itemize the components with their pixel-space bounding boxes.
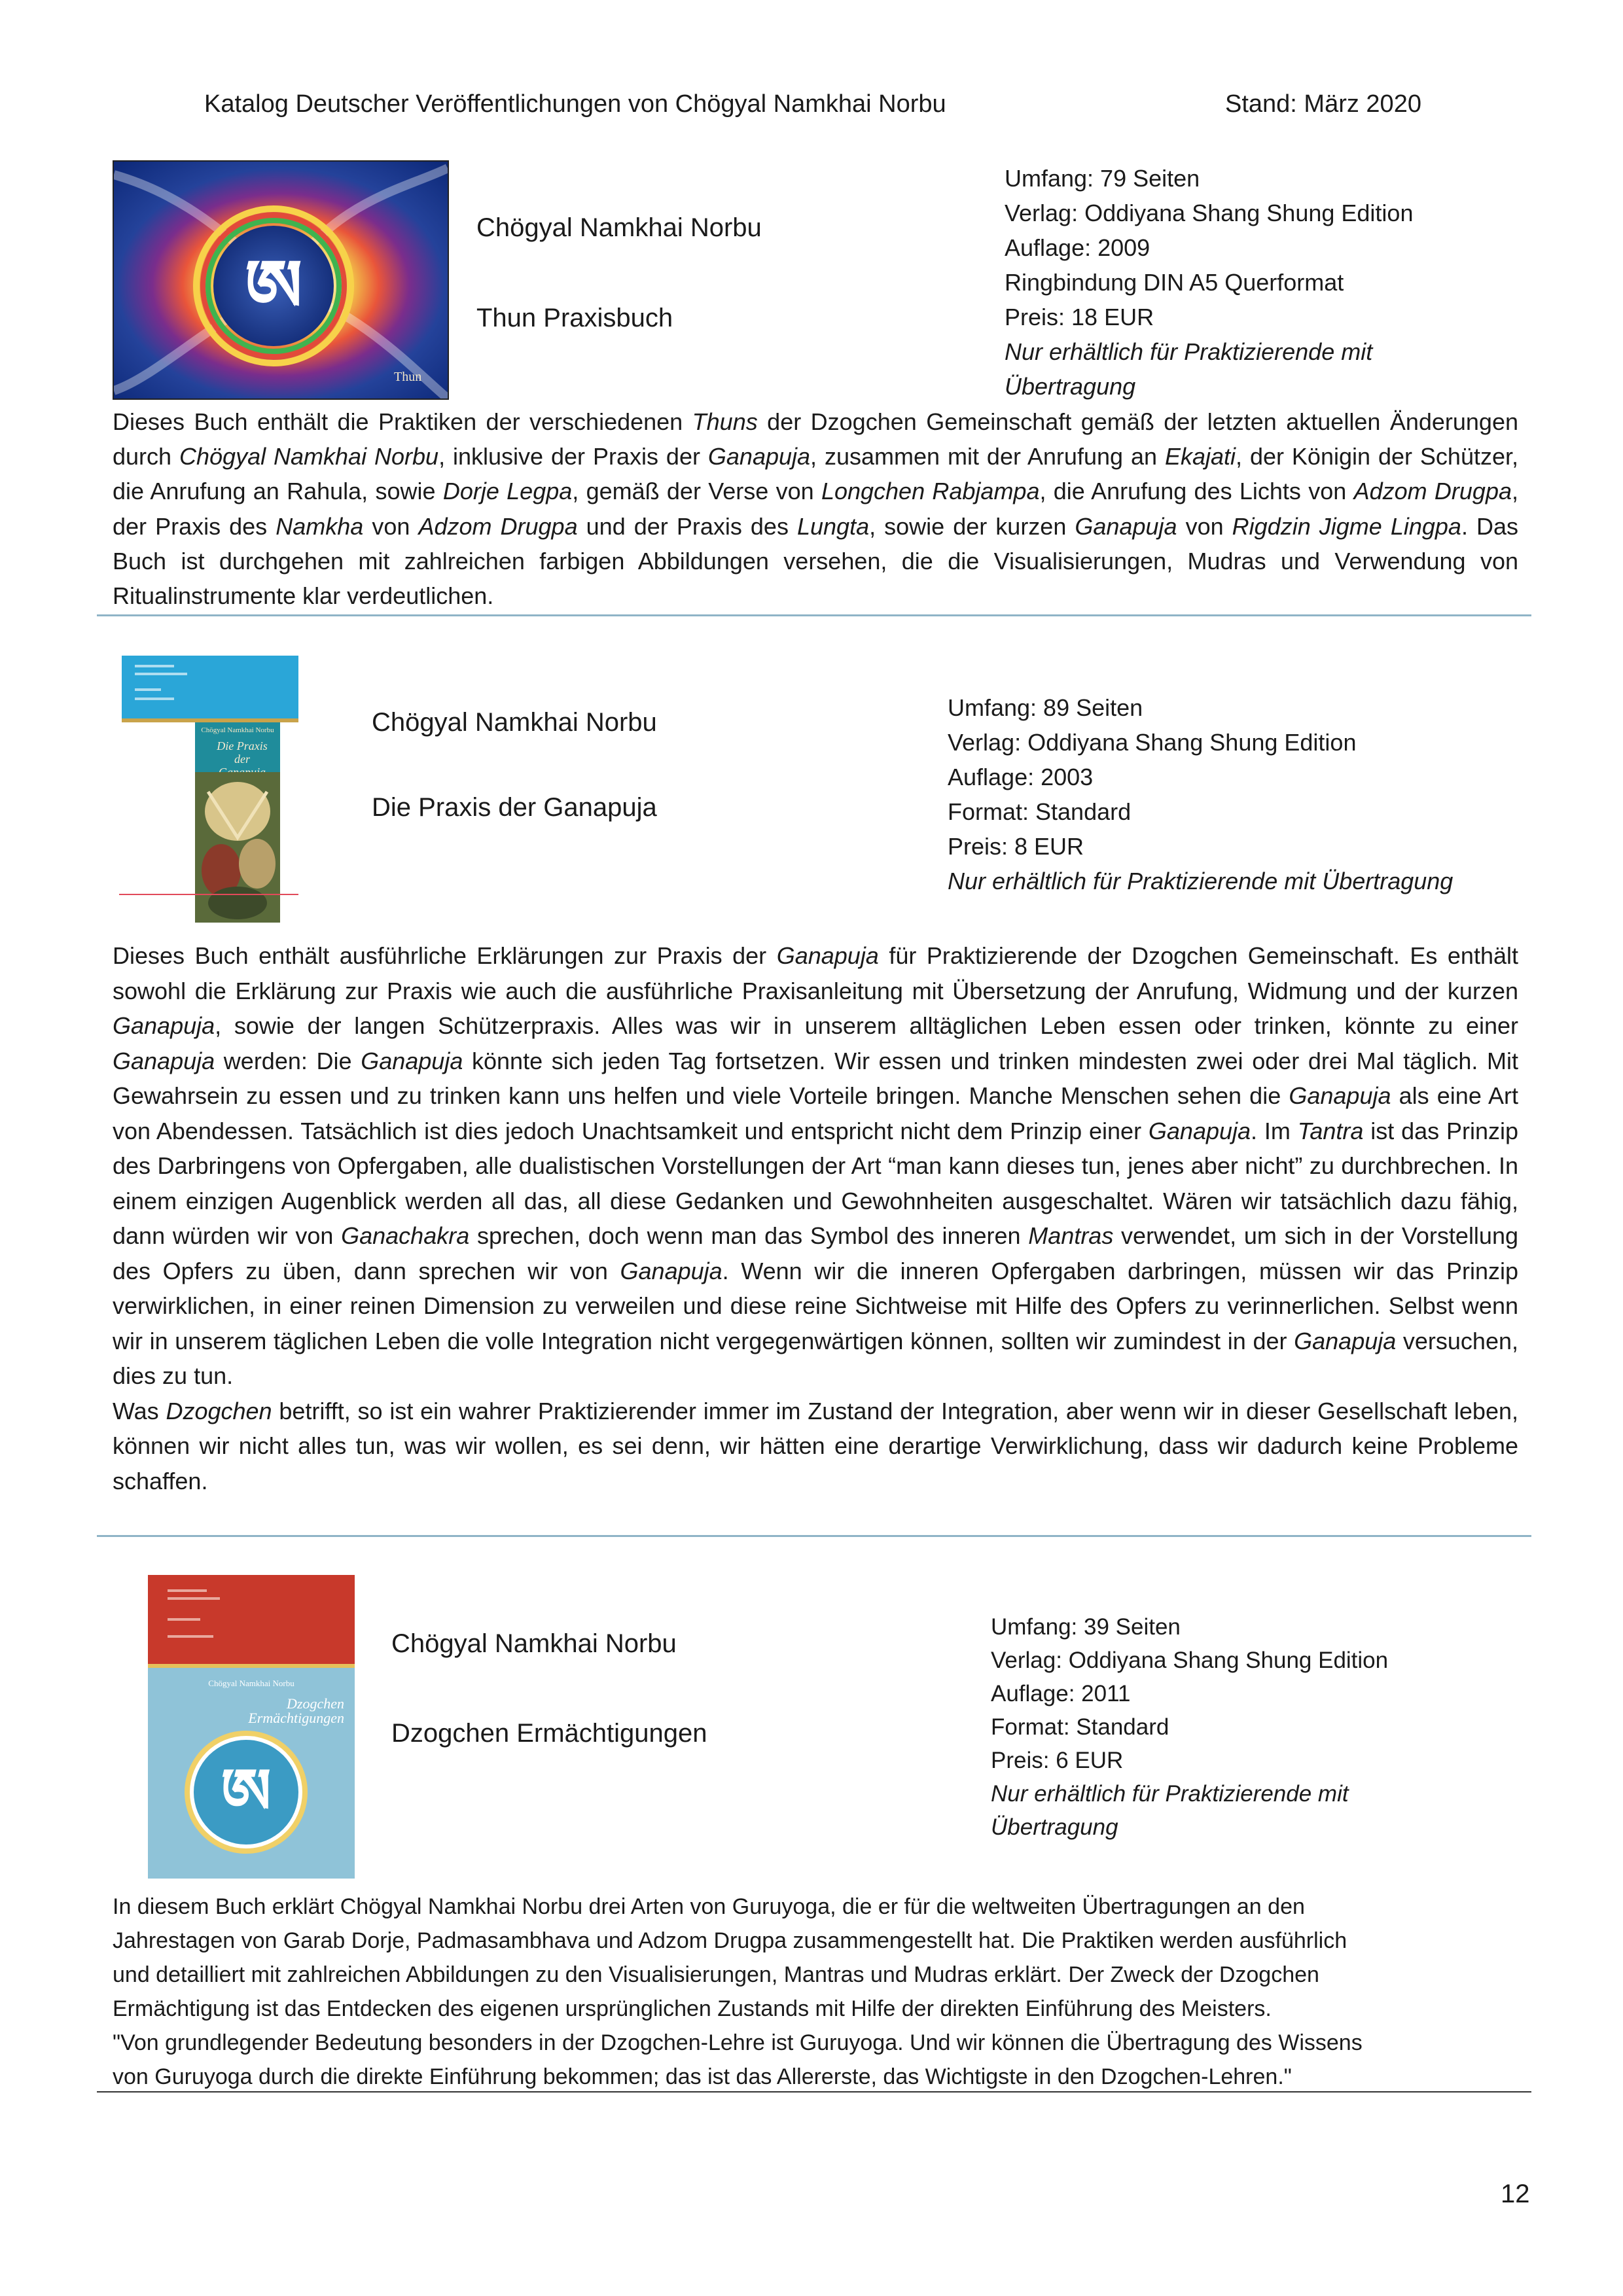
meta-publisher: Verlag: Oddiyana Shang Shung Edition (948, 729, 1357, 756)
meta-format: Format: Standard (991, 1714, 1169, 1740)
meta-format: Format: Standard (948, 798, 1132, 825)
book-title: Dzogchen Ermächtigungen (391, 1719, 707, 1748)
book-author: Chögyal Namkhai Norbu (372, 708, 657, 737)
description-line: "Von grundlegender Bedeutung besonders in der Dzogchen-Lehre ist Guruyoga. Und wir können die Übertragung des Wissens (113, 2030, 1363, 2055)
book-meta (991, 1610, 1388, 1844)
italic-term: Mantras (1028, 1222, 1114, 1249)
book-title: Thun Praxisbuch (476, 304, 673, 332)
italic-term: Longchen Rabjampa (821, 478, 1040, 505)
meta-note-line: Nur erhältlich für Praktizierende mit (1005, 338, 1373, 365)
italic-term: Namkha (276, 512, 364, 540)
meta-note-line: Übertragung (1005, 373, 1136, 400)
section-divider (97, 2091, 1531, 2093)
book-description (113, 1890, 1526, 2094)
book-description (113, 938, 1518, 1498)
meta-pages: Umfang: 39 Seiten (991, 1614, 1181, 1640)
cover-top-band (122, 656, 298, 718)
cover-author: Chögyal Namkhai Norbu (208, 1678, 294, 1688)
cover-spine-panel (195, 722, 280, 923)
meta-edition: Auflage: 2003 (948, 764, 1094, 790)
description-line: Ermächtigung ist das Entdecken des eigenen ursprünglichen Zustands mit Hilfe der direkten Einführung des Meisters. (113, 1996, 1272, 2021)
italic-term: Dorje Legpa (442, 478, 573, 505)
meta-note-line: Nur erhältlich für Praktizierende mit Übertragung (948, 868, 1454, 894)
svg-text:ཨ: ཨ (221, 1755, 272, 1828)
meta-price: Preis: 8 EUR (948, 833, 1084, 860)
cover-title: Dzogchen Ermächtigungen (248, 1695, 344, 1726)
italic-term: Ganapuja (1148, 1117, 1251, 1144)
meta-note-line: Nur erhältlich für Praktizierende mit (991, 1781, 1349, 1807)
cover-body (148, 1668, 355, 1879)
cover-caption: Thun (394, 370, 422, 384)
description-paragraph: Dieses Buch enthält ausführliche Erklärungen zur Praxis der Ganapuja für Praktizierende der Dzogchen Gemeinschaft. Es enthält sowohl die Erklärung zur Praxis wie auch die ausführliche Praxisanleitung mit Übersetzung der Anrufung, Widmung und der kurzen Ganapuja, sowie der langen Schützerpraxis. Alles was wir in unserem alltäglichen Leben essen oder trinken, könnte zu einer Ganapuja werden: Die Ganapuja könnte sich jeden Tag fortsetzen. Wir essen und trinken mindesten zwei oder drei Mal täglich. Mit Gewahrsein zu essen und zu trinken kann uns helfen und viele Vorteile bringen. Manche Menschen sehen die Ganapuja als eine Art von Abendessen. Tatsächlich ist dies jedoch Unachtsamkeit und entspricht nicht dem Prinzip einer Ganapuja. Im Tantra ist das Prinzip des Darbringens von Opfergaben, alle dualistischen Vorstellungen der Art “man kann dieses tun, jenes aber nicht” zu durchbrechen. In einem einzigen Augenblick werden all das, all diese Gedanken und Gewohnheiten ausgeschaltet. Wären wir tatsächlich dazu fähig, dann würden wir von Ganachakra sprechen, doch wenn man das Symbol des inneren Mantras verwendet, um sich in der Vorstellung des Opfers zu üben, dann sprechen wir von Ganapuja. Wenn wir die inneren Opfergaben darbringen, müssen wir das Prinzip verwirklichen, in einer reinen Dimension zu verweilen und diese reine Sichtweise mit Hilfe des Opfers zu verinnerlichen. Selbst wenn wir in unserem täglichen Leben die volle Integration nicht vergegenwärtigen können, sollten wir zumindest in der Ganapuja versuchen, dies zu tun. (113, 942, 1518, 1389)
description-line: Jahrestagen von Garab Dorje, Padmasambhava und Adzom Drugpa zusammengestellt hat. Die Praktiken werden ausführlich (113, 1928, 1347, 1953)
page-number: 12 (1501, 2180, 1530, 2208)
italic-term: Ganapuja (361, 1047, 463, 1074)
italic-term: Ekajati (1164, 443, 1236, 470)
meta-price: Preis: 18 EUR (1005, 304, 1154, 330)
meta-publisher: Verlag: Oddiyana Shang Shung Edition (991, 1648, 1389, 1673)
description-line: und detailliert mit zahlreichen Abbildungen zu den Visualisierungen, Mantras und Mudras erklärt. Der Zweck der Dzogchen (113, 1962, 1319, 1987)
cover-author: Chögyal Namkhai Norbu (201, 726, 274, 734)
meta-note-line: Übertragung (991, 1814, 1118, 1840)
meta-pages: Umfang: 89 Seiten (948, 694, 1143, 721)
italic-term: Ganapuja (113, 1012, 215, 1039)
description-paragraph: Dieses Buch enthält die Praktiken der verschiedenen Thuns der Dzogchen Gemeinschaft gemäß der letzten aktuellen Änderungen durch Chögyal Namkhai Norbu, inklusive der Praxis der Ganapuja, zusammen mit der Anrufung an Ekajati, der Königin der Schützer, die Anrufung an Rahula, sowie Dorje Legpa, gemäß der Verse von Longchen Rabjampa, die Anrufung des Lichts von Adzom Drugpa, der Praxis des Namkha von Adzom Drugpa und der Praxis des Lungta, sowie der kurzen Ganapuja von Rigdzin Jigme Lingpa. Das Buch ist durchgehen mit zahlreichen farbigen Abbildungen versehen, die die Visualisierungen, Mudras und Verwendung von Ritualinstrumente klar verdeutlichen. (113, 408, 1519, 610)
book-author: Chögyal Namkhai Norbu (391, 1629, 677, 1658)
italic-term: Adzom Drugpa (1353, 478, 1512, 505)
meta-edition: Auflage: 2011 (991, 1681, 1131, 1706)
book-meta (1005, 161, 1413, 404)
book-cover-ermaechtigungen (113, 1575, 355, 1879)
section-divider (97, 1535, 1531, 1537)
italic-term: Ganapuja (1075, 512, 1177, 540)
italic-term: Ganapuja (707, 443, 811, 470)
cover-title: Die Praxis der (217, 739, 268, 766)
description-paragraph: Was Dzogchen betrifft, so ist ein wahrer Praktizierender immer im Zustand der Integration, aber wenn wir in dieser Gesellschaft leben, können wir nicht alles tun, was wir wollen, es sei denn, wir hätten eine derartige Verwirklichung, dass wir dadurch keine Probleme schaffen. (113, 1397, 1518, 1494)
meta-pages: Umfang: 79 Seiten (1005, 165, 1200, 192)
book-cover-ganapuja (119, 656, 298, 923)
description-line: von Guruyoga durch die direkte Einführung bekommen; das ist das Allererste, das Wichtigste in den Dzogchen-Lehren." (113, 2064, 1292, 2089)
italic-term: Adzom Drugpa (418, 512, 578, 540)
italic-term: Ganachakra (341, 1222, 470, 1249)
thun-cover-art (114, 162, 448, 398)
svg-text:ཨ: ཨ (244, 244, 303, 328)
italic-term: Tantra (1297, 1117, 1364, 1144)
cover-emblem (181, 1727, 312, 1858)
italic-term: Chögyal Namkhai Norbu (179, 443, 439, 470)
book-author: Chögyal Namkhai Norbu (476, 213, 762, 242)
italic-term: Dzogchen (166, 1397, 272, 1424)
cover-illustration (195, 772, 280, 923)
italic-term: Lungta (796, 512, 870, 540)
meta-publisher: Verlag: Oddiyana Shang Shung Edition (1005, 200, 1414, 226)
italic-term: Rigdzin Jigme Lingpa (1232, 512, 1461, 540)
italic-term: Thuns (692, 408, 758, 435)
book-meta (948, 690, 1453, 898)
italic-term: Ganapuja (113, 1047, 215, 1074)
italic-term: Ganapuja (1294, 1327, 1397, 1354)
meta-format: Ringbindung DIN A5 Querformat (1005, 269, 1344, 296)
meta-price: Preis: 6 EUR (991, 1748, 1124, 1773)
meta-edition: Auflage: 2009 (1005, 234, 1150, 261)
catalog-title: Katalog Deutscher Veröffentlichungen von Chögyal Namkhai Norbu (204, 90, 946, 118)
book-title: Die Praxis der Ganapuja (372, 793, 657, 822)
book-cover-thun (113, 160, 449, 400)
book-description (113, 404, 1518, 613)
italic-term: Ganapuja (1289, 1082, 1391, 1109)
italic-term: Ganapuja (776, 942, 879, 969)
catalog-date: Stand: März 2020 (1225, 90, 1421, 118)
cover-top-band (148, 1575, 355, 1664)
description-line: In diesem Buch erklärt Chögyal Namkhai Norbu drei Arten von Guruyoga, die er für die weltweiten Übertragungen an den (113, 1894, 1305, 1919)
section-divider (97, 614, 1531, 616)
italic-term: Ganapuja (620, 1257, 722, 1284)
